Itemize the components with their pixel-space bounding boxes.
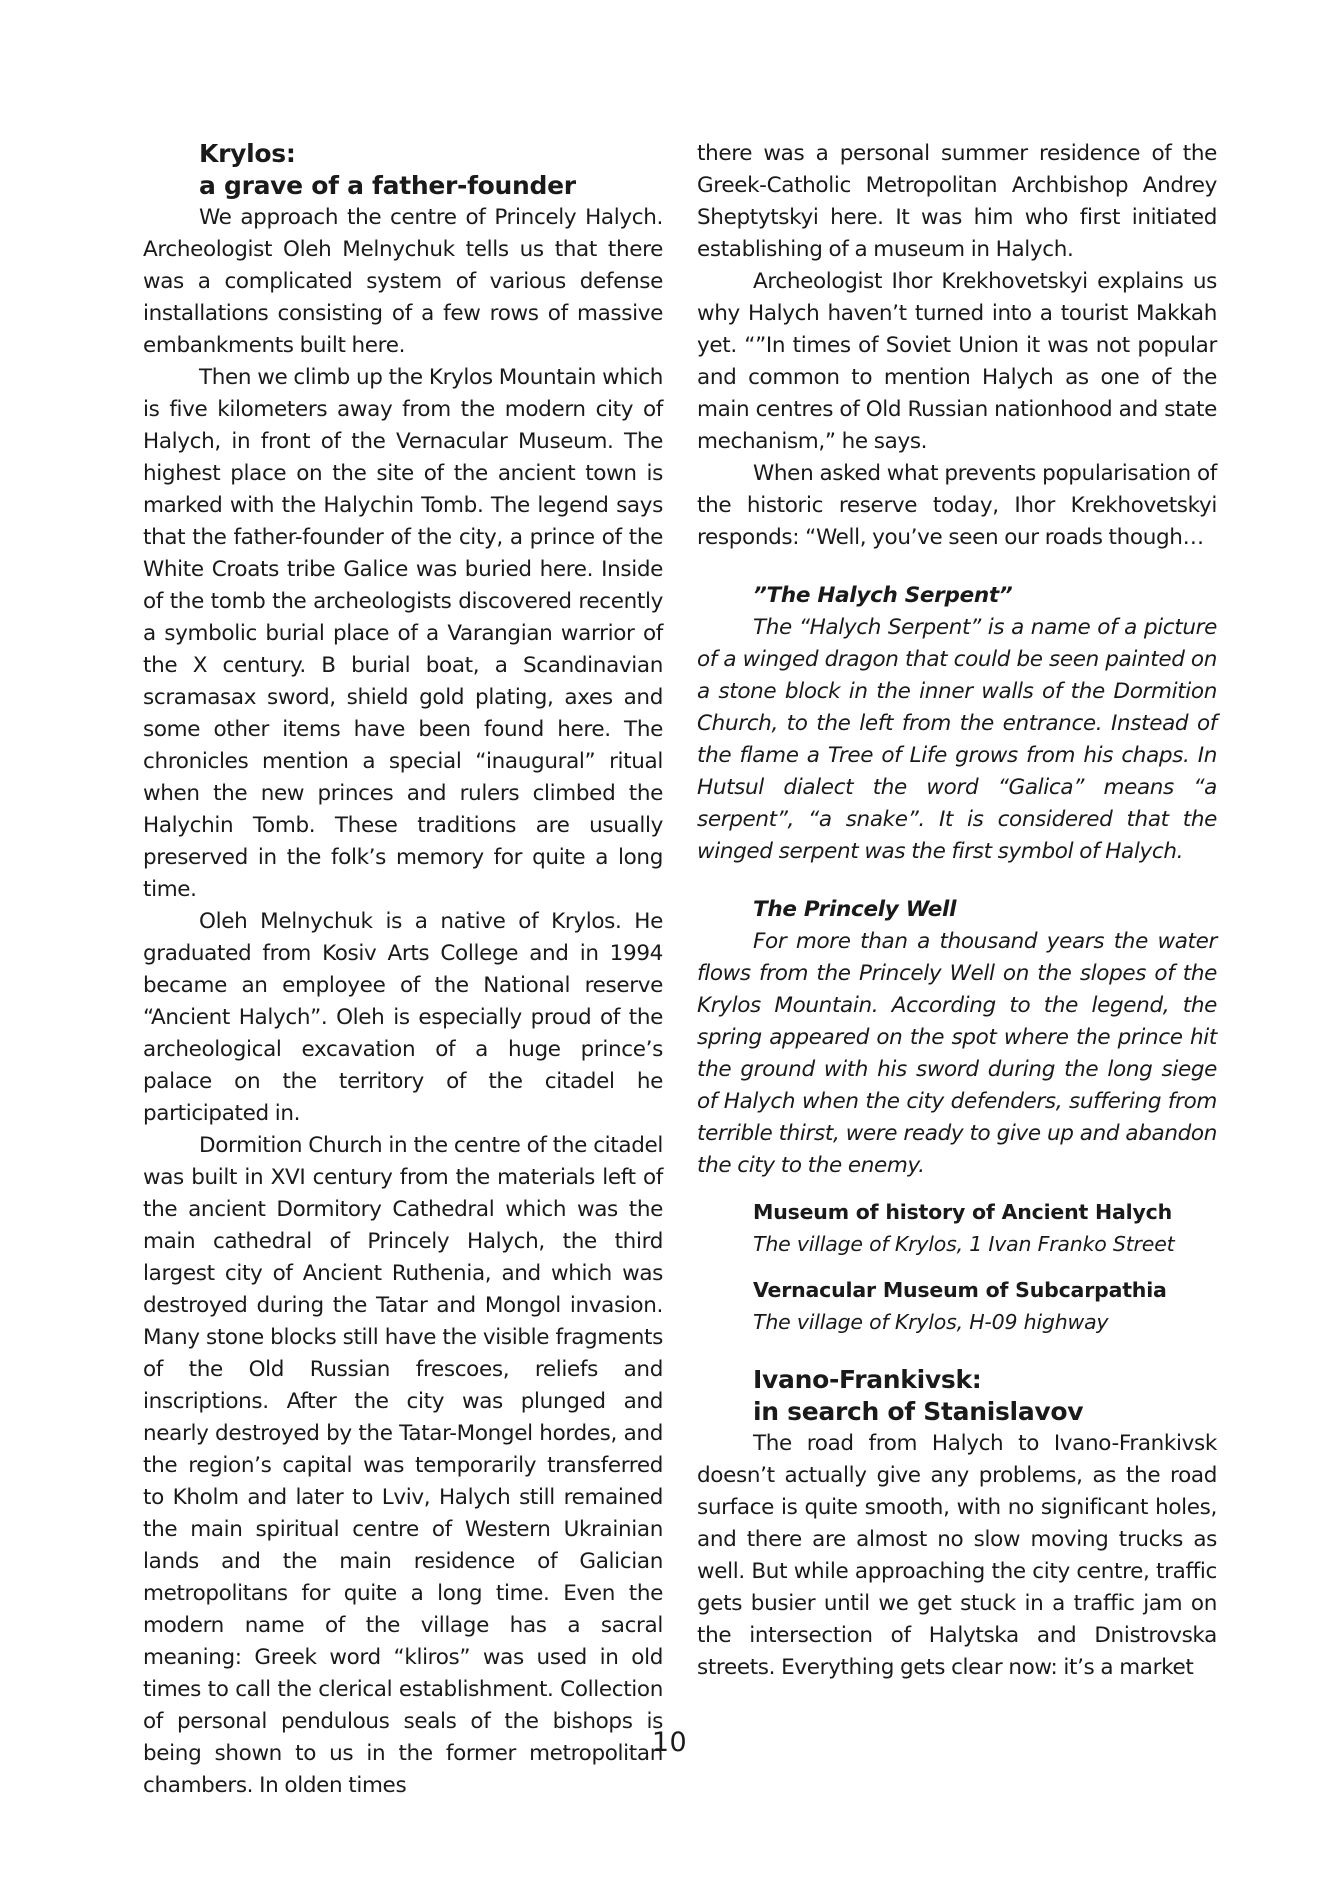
frankivsk-heading [697, 1364, 1217, 1428]
right-column [697, 138, 1217, 1684]
krylos-heading [143, 138, 663, 202]
page-number: 10 [651, 1727, 688, 1758]
body-paragraph: Oleh Melnychuk is a native of Krylos. He graduated from Kosiv Arts College and in 1994 became an employee of the National reserve “Ancient Halych”. Oleh is especially proud of the archeological excavation of a huge prince’s palace on the territory of the citadel he participated in. [143, 909, 663, 1126]
address-location: The village of Krylos, 1 Ivan Franko Street [753, 1232, 1175, 1256]
left-column [143, 138, 663, 1802]
address-name: Vernacular Museum of Subcarpathia [753, 1278, 1167, 1302]
body-paragraph: When asked what prevents popularisation of the historic reserve today, Ihor Krekhovetskyi responds: “Well, you’ve seen our roads though… [697, 461, 1217, 550]
address-block [697, 1274, 1217, 1338]
frankivsk-heading-line2: in search of Stanislavov [753, 1397, 1084, 1426]
body-paragraph: We approach the centre of Princely Halych. Archeologist Oleh Melnychuk tells us that there was a complicated system of various defense installations consisting of a few rows of massive embankments built here. [143, 205, 663, 358]
krylos-heading-line1: Krylos: [199, 139, 296, 168]
body-paragraph: Dormition Church in the centre of the citadel was built in XVI century from the materials left of the ancient Dormitory Cathedral which was the main cathedral of Princely Halych, the third largest city of Ancient Ruthenia, and which was destroyed during the Tatar and Mongol invasion. Many stone blocks still have the visible fragments of the Old Russian frescoes, reliefs and inscriptions. After the city was plunged and nearly destroyed by the Tatar-Mongel hordes, and the region’s capital was temporarily transferred to Kholm and later to Lviv, Halych still remained the main spiritual centre of Western Ukrainian lands and the main residence of Galician metropolitans for quite a long time. Even the modern name of the village has a sacral meaning: Greek word “kliros” was used in old times to call the clerical establishment. Collection of personal pendulous seals of the bishops is being shown to us in the former metropolitan chambers. In olden times [143, 1133, 663, 1798]
well-section [697, 926, 1217, 1182]
serpent-heading: ”The Halych Serpent” [753, 583, 1013, 608]
serpent-section [697, 612, 1217, 868]
body-paragraph: Then we climb up the Krylos Mountain which is five kilometers away from the modern city of Halych, in front of the Vernacular Museum. The highest place on the site of the ancient town is marked with the Halychin Tomb. The legend says that the father-founder of the city, a prince of the White Croats tribe Galice was buried here. Inside of the tomb the archeologists discovered recently a symbolic burial place of a Varangian warrior of the X century. B burial boat, a Scandinavian scramasax sword, shield gold plating, axes and some other items have been found here. The chronicles mention a special “inaugural” ritual when the new princes and rulers climbed the Halychin Tomb. These traditions are usually preserved in the folk’s memory for quite a long time. [143, 365, 663, 902]
body-paragraph: Archeologist Ihor Krekhovetskyi explains us why Halych haven’t turned into a tourist Makkah yet. “”In times of Soviet Union it was not popular and common to mention Halych as one of the main centres of Old Russian nationhood and state mechanism,” he says. [697, 269, 1217, 454]
well-heading: The Princely Well [753, 897, 957, 922]
frankivsk-heading-line1: Ivano-Frankivsk: [753, 1365, 982, 1394]
continuation-paragraph: there was a personal summer residence of the Greek-Catholic Metropolitan Archbishop Andrey Sheptytskyi here. It was him who first initiated establishing of a museum in Halych. [697, 141, 1217, 262]
address-location: The village of Krylos, H-09 highway [753, 1310, 1109, 1334]
well-paragraph: For more than a thousand years the water flows from the Princely Well on the slopes of the Krylos Mountain. According to the legend, the spring appeared on the spot where the prince hit the ground with his sword during the long siege of Halych when the city defenders, suffering from terrible thirst, were ready to give up and abandon the city to the enemy. [697, 929, 1217, 1178]
address-name: Museum of history of Ancient Halych [753, 1200, 1172, 1224]
address-block [697, 1196, 1217, 1260]
serpent-paragraph: The “Halych Serpent” is a name of a picture of a winged dragon that could be seen painted on a stone block in the inner walls of the Dormition Church, to the left from the entrance. Instead of the flame a Tree of Life grows from his chaps. In Hutsul dialect the word “Galica” means “a serpent”, “a snake”. It is considered that the winged serpent was the first symbol of Halych. [697, 615, 1217, 864]
body-paragraph: The road from Halych to Ivano-Frankivsk doesn’t actually give any problems, as the road surface is quite smooth, with no significant holes, and there are almost no slow moving trucks as well. But while approaching the city centre, traffic gets busier until we get stuck in a traffic jam on the intersection of Halytska and Dnistrovska streets. Everything gets clear now: it’s a market [697, 1431, 1217, 1680]
krylos-heading-line2: a grave of a father-founder [199, 171, 576, 200]
